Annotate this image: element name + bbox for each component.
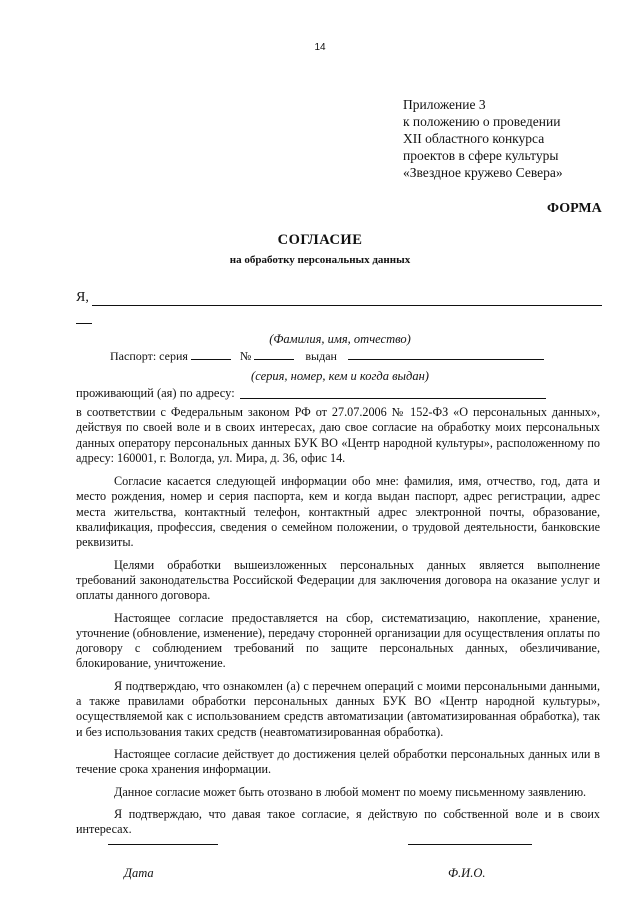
appendix-block [403, 96, 563, 181]
paragraph: Я подтверждаю, что ознакомлен (а) с перечнем операций с моими персональными данными, а также правилами обработки персональных данных БУК ВО «Центр народной культуры», осуществляемой как с использованием средств автоматизации (автоматизированная обработка), так и без использования таких средств (неавтоматизированная обработка). [76, 678, 600, 739]
paragraph: Данное согласие может быть отозвано в любой момент по моему письменному заявлению. [114, 784, 587, 799]
appendix-line: «Звездное кружево Севера» [403, 165, 563, 180]
appendix-line: проектов в сфере культуры [403, 148, 559, 163]
fio-hint: (Фамилия, имя, отчество) [269, 332, 411, 346]
passport-issued-label: выдан [305, 349, 337, 363]
passport-series-label: Паспорт: серия [110, 349, 188, 363]
passport-issued-field[interactable] [348, 349, 544, 360]
consent-body [76, 405, 600, 844]
document-subtitle: на обработку персональных данных [229, 254, 411, 266]
appendix-line: Приложение 3 [403, 97, 486, 112]
fio-line-continued[interactable] [76, 323, 92, 324]
passport-row [110, 349, 544, 364]
paragraph: Согласие касается следующей информации обо мне: фамилия, имя, отчество, год, дата и место рождения, номер и серия паспорта, кем и когда выдан паспорт, адрес регистрации, адрес места жительства, контактный телефон, контактный адрес электронной почты, образование, квалификация, профессия, сведения о семейном положении, о трудовой деятельности, банковские реквизиты. [76, 474, 600, 550]
fio-line[interactable] [92, 305, 602, 306]
address-label: проживающий (ая) по адресу: [76, 386, 235, 400]
date-label: Дата [124, 866, 154, 880]
passport-hint: (серия, номер, кем и когда выдан) [251, 369, 429, 383]
passport-series-field[interactable] [191, 349, 231, 360]
paragraph: в соответствии с Федеральным законом РФ от 27.07.2006 № 152-ФЗ «О персональных данных», действуя по своей воле и в своих интересах, даю свое согласие на обработку моих персональных данных оператору персональных данных БУК ВО «Центр народной культуры», расположенному по адресу: 160001, г. Вологда, ул. Мира, д. 36, офис 14. [76, 405, 600, 465]
paragraph: Настоящее согласие действует до достижения целей обработки персональных данных или в течение срока хранения информации. [76, 746, 600, 777]
appendix-line: XII областного конкурса [403, 131, 545, 146]
fio-signature-label: Ф.И.О. [448, 866, 486, 880]
paragraph: Я подтверждаю, что давая такое согласие, я действую по собственной воле и в своих интересах. [76, 806, 600, 837]
date-signature-line[interactable] [108, 844, 218, 845]
page-number: 14 [314, 42, 326, 53]
address-line[interactable] [240, 398, 546, 399]
passport-number-field[interactable] [254, 349, 294, 360]
passport-number-label: № [239, 349, 252, 363]
appendix-line: к положению о проведении [403, 114, 561, 129]
document-title: СОГЛАСИЕ [277, 232, 363, 248]
paragraph: Целями обработки вышеизложенных персональных данных является выполнение требований законодательства Российской Федерации для заключения договора на оказание услуг и оплаты данного договора. [76, 557, 600, 603]
paragraph: Настоящее согласие предоставляется на сбор, систематизацию, накопление, хранение, уточнение (обновление, изменение), передачу сторонней организации для осуществления оплаты по договору с соблюдением требований по защите персональных данных, обезличивание, блокирование, уничтожение. [76, 610, 600, 671]
ya-label: Я, [76, 290, 89, 305]
fio-signature-line[interactable] [408, 844, 532, 845]
form-label: ФОРМА [547, 201, 602, 216]
